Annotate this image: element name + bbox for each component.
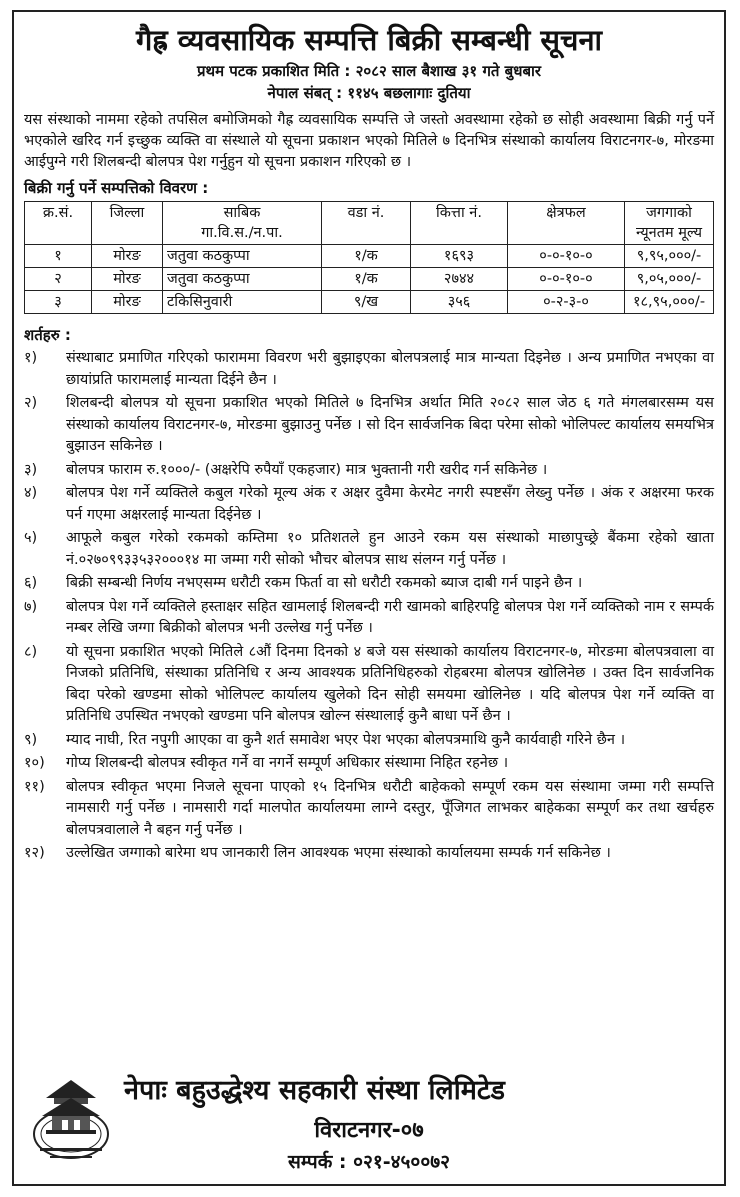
condition-number: ६): [24, 575, 38, 591]
cell-kitta: २७४४: [411, 268, 508, 291]
property-table: [24, 201, 714, 314]
condition-number: १२): [24, 845, 45, 861]
condition-item: [24, 843, 714, 865]
organization-address: विराटनगर-०७: [314, 1118, 424, 1143]
cell-price: ९,०५,०००/-: [625, 268, 714, 291]
condition-text: संस्थाबाट प्रमाणित गरिएको फाराममा विवरण भरी बुझाइएका बोलपत्रलाई मात्र मान्यता दिइनेछ । अन्य प्रमाणित नभएका वा छायांप्रति फारामलाई मान्यता दिईने छैन ।: [66, 350, 714, 388]
condition-text: शिलबन्दी बोलपत्र यो सूचना प्रकाशित भएको मितिले ७ दिनभित्र अर्थात मिति २०८२ साल जेठ ६ गते मंगलबारसम्म यस संस्थाको कार्यालय विराटनगर-७, मोरङमा बुझाउनु पर्नेछ । सो दिन सार्वजनिक बिदा परेमा सोको भोलिपल्ट कार्यालय समयभित्र बुझाउन सकिनेछ ।: [66, 395, 714, 454]
cell-sn: २: [25, 268, 92, 291]
condition-number: ७): [24, 598, 38, 615]
cell-ward: १/क: [322, 245, 411, 268]
col-district: जिल्ला: [92, 202, 163, 245]
condition-item: [24, 597, 714, 640]
condition-text: यो सूचना प्रकाशित भएको मितिले ८औं दिनमा दिनको ४ बजे यस संस्थाको कार्यालय विराटनगर-७, मोरङमा बोलपत्रवाला वा निजको प्रतिनिधि, संस्थाका प्रतिनिधि र अन्य आवश्यक प्रतिनिधिहरुको रोहबरमा बोलपत्र खोलिनेछ । उक्त दिन सार्वजनिक बिदा परेको खण्डमा सोको भोलिपल्ट कार्यालय खुलेको दिन सोही समयमा खोलिनेछ । यदि बोलपत्र पेश गर्ने व्यक्ति वा प्रतिनिधि उपस्थित नभएको खण्डमा पनि बोलपत्र खोल्न संस्थालाई कुनै बाधा पर्ने छैन ।: [66, 643, 714, 724]
condition-text: बिक्री सम्बन्धी निर्णय नभएसम्म धरौटी रकम फिर्ता वा सो धरौटी रकमको ब्याज दाबी गर्न पाइने छैन ।: [66, 575, 583, 591]
condition-item: [24, 642, 714, 728]
cell-district: मोरङ: [92, 291, 163, 314]
cell-sn: १: [25, 245, 92, 268]
cell-former: जतुवा कठकुप्पा: [163, 245, 322, 268]
cell-former: जतुवा कठकुप्पा: [163, 268, 322, 291]
property-section-title: बिक्री गर्नु पर्ने सम्पत्तिको विवरण :: [24, 179, 209, 197]
notice-footer: [14, 1072, 724, 1184]
condition-item: [24, 460, 714, 482]
col-kitta: कित्ता नं.: [411, 202, 508, 245]
cell-district: मोरङ: [92, 245, 163, 268]
condition-text: बोलपत्र पेश गर्ने व्यक्तिले हस्ताक्षर सहित खामलाई शिलबन्दी गरी खामको बाहिरपट्टि बोलपत्र पेश गर्ने व्यक्तिको नाम र सम्पर्क नम्बर लेखि जग्गा बिक्रीको बोलपत्र भनी उल्लेख गर्नु पर्नेछ ।: [66, 598, 714, 636]
condition-text: उल्लेखित जग्गाको बारेमा थप जानकारी लिन आवश्यक भएमा संस्थाको कार्यालयमा सम्पर्क गर्न सकिनेछ ।: [66, 845, 611, 861]
contact-number: सम्पर्क : ०२१-४५००७२: [288, 1151, 450, 1173]
table-row: [25, 245, 714, 268]
condition-number: ८): [24, 643, 38, 660]
table-header-row: [25, 202, 714, 245]
conditions-list: [14, 324, 724, 865]
cell-area: ०-०-१०-०: [508, 245, 625, 268]
condition-item: [24, 777, 714, 842]
condition-text: आफूले कबुल गरेको रकमको कम्तिमा १० प्रतिशतले हुन आउने रकम यस संस्थाको माछापुच्छ्रे बैंकमा रहेको खाता नं.०२७०९९३३५३२०००१४ मा जम्मा गरी सोको भौचर बोलपत्र साथ संलग्न गर्नु पर्नेछ ।: [66, 530, 714, 568]
nepal-samvat-line: नेपाल संबत् : ११४५ बछलागाः दुतिया: [267, 84, 471, 102]
condition-number: ११): [24, 778, 45, 795]
conditions-title: शर्तहरु :: [24, 326, 71, 344]
condition-number: १): [24, 350, 38, 366]
condition-text: बोलपत्र पेश गर्ने व्यक्तिले कबुल गरेको मूल्य अंक र अक्षर दुवैमा केरमेट नगरी स्पष्टसँग लेख्नु पर्नेछ । अंक र अक्षरमा फरक पर्न गएमा अक्षरलाई मान्यता दिईनेछ ।: [66, 485, 714, 523]
condition-number: १०): [24, 755, 45, 771]
cell-ward: ९/ख: [322, 291, 411, 314]
col-area: क्षेत्रफल: [508, 202, 625, 245]
condition-text: गोप्य शिलबन्दी बोलपत्र स्वीकृत गर्ने वा नगर्ने सम्पूर्ण अधिकार संस्थामा निहित रहनेछ ।: [66, 755, 509, 771]
col-former: साबिक गा.वि.स./न.पा.: [163, 202, 322, 245]
condition-text: म्याद नाघी, रित नपुगी आएका वा कुनै शर्त समावेश भएर पेश भएका बोलपत्रमाथि कुनै कार्यवाही गरिने छैन ।: [66, 731, 626, 748]
cell-kitta: ३५६: [411, 291, 508, 314]
condition-item: [24, 573, 714, 595]
condition-number: ५): [24, 530, 38, 546]
condition-item: [24, 528, 714, 571]
cell-kitta: १६९३: [411, 245, 508, 268]
condition-number: ४): [24, 485, 38, 501]
table-row: [25, 268, 714, 291]
notice-frame: [12, 10, 726, 1186]
intro-paragraph: यस संस्थाको नाममा रहेको तपसिल बमोजिमको गैह्र व्यवसायिक सम्पत्ति जे जस्तो अवस्थामा रहेको छ सोही अवस्थामा बिक्री गर्नु पर्ने भएकोले खरिद गर्न इच्छुक व्यक्ति वा संस्थाले यो सूचना प्रकाशन भएको मितिले ७ दिनभित्र संस्थाको कार्यालय विराटनगर-७, मोरङमा आईपुग्ने गरी शिलबन्दी बोलपत्र पेश गर्नुहुन यो सूचना प्रकाशन गरिएको छ ।: [24, 112, 714, 170]
col-price: जगगाको न्यूनतम मूल्य: [625, 202, 714, 245]
cell-price: १८,९५,०००/-: [625, 291, 714, 314]
condition-number: ३): [24, 461, 38, 478]
organization-name: नेपाः बहुउद्धेश्य सहकारी संस्था लिमिटेड: [124, 1075, 505, 1106]
condition-item: [24, 730, 714, 752]
condition-item: [24, 483, 714, 526]
condition-item: [24, 393, 714, 458]
cell-area: ०-२-३-०: [508, 291, 625, 314]
condition-text: बोलपत्र फाराम रु.१०००/- (अक्षरेपि रुपैयाँ एकहजार) मात्र भुक्तानी गरी खरीद गर्न सकिनेछ ।: [66, 461, 548, 478]
condition-item: [24, 753, 714, 775]
condition-number: ९): [24, 731, 38, 748]
cell-area: ०-०-१०-०: [508, 268, 625, 291]
cell-former: टकिसिनुवारी: [163, 291, 322, 314]
cell-ward: १/क: [322, 268, 411, 291]
cell-price: ९,९५,०००/-: [625, 245, 714, 268]
table-row: [25, 291, 714, 314]
cell-sn: ३: [25, 291, 92, 314]
condition-text: बोलपत्र स्वीकृत भएमा निजले सूचना पाएको १५ दिनभित्र धरौटी बाहेकको सम्पूर्ण रकम यस संस्थामा जम्मा गरी सम्पत्ति नामसारी गर्नु पर्नेछ । नामसारी गर्दा मालपोत कार्यालयमा लाग्ने दस्तुर, पूँजिगत लाभकर बाहेकका सम्पूर्ण कर तथा खर्चहरु बोलपत्रवालाले नै बहन गर्नु पर्नेछ ।: [66, 778, 714, 838]
notice-title: गैह्र व्यवसायिक सम्पत्ति बिक्री सम्बन्धी सूचना: [135, 23, 603, 57]
publish-date-line: प्रथम पटक प्रकाशित मिति : २०८२ साल बैशाख ३१ गते बुधबार: [196, 62, 542, 80]
col-ward: वडा नं.: [322, 202, 411, 245]
condition-number: २): [24, 395, 38, 411]
cell-district: मोरङ: [92, 268, 163, 291]
condition-item: [24, 348, 714, 391]
col-sn: क्र.सं.: [25, 202, 92, 245]
